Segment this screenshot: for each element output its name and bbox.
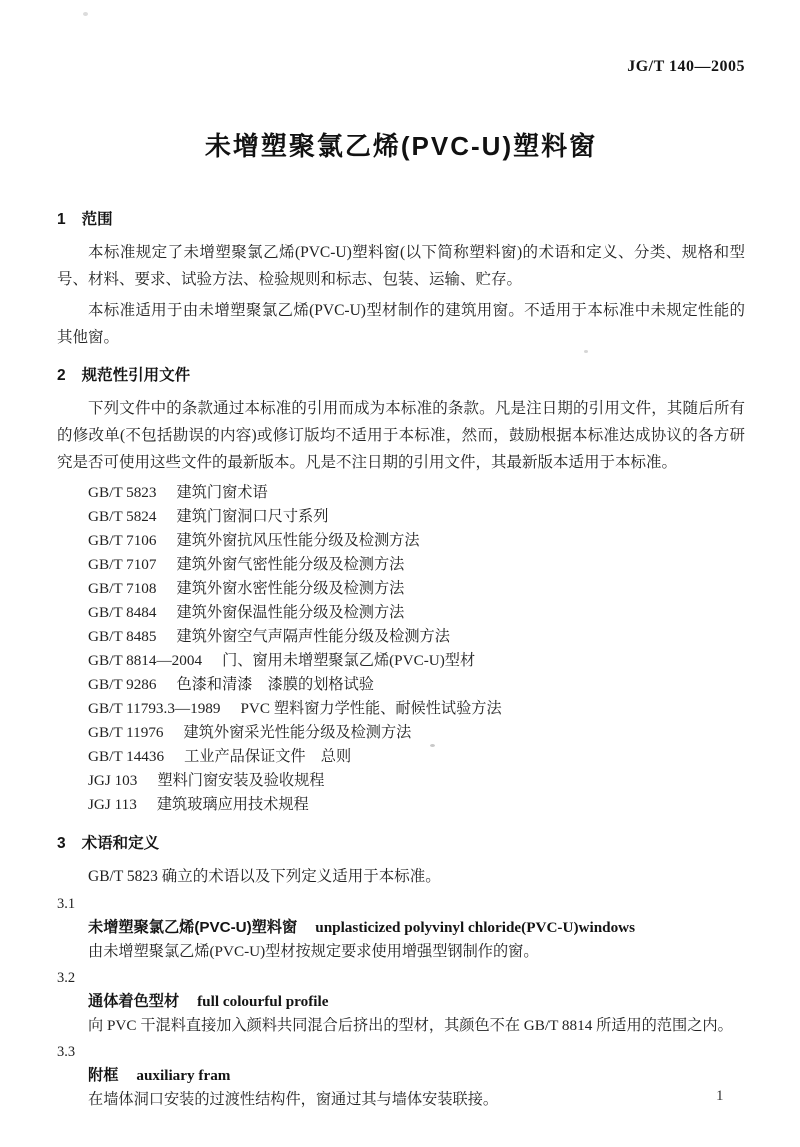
reference-title: 建筑玻璃应用技术规程 bbox=[156, 796, 309, 813]
reference-item bbox=[88, 601, 745, 625]
reference-code: GB/T 5823 bbox=[88, 484, 157, 501]
reference-title: 门、窗用未增塑聚氯乙烯(PVC-U)型材 bbox=[222, 652, 476, 669]
reference-item bbox=[88, 529, 745, 553]
term-3-1-heading bbox=[88, 916, 745, 940]
scan-artifact bbox=[430, 744, 435, 747]
term-cn: 通体着色型材 bbox=[88, 993, 180, 1010]
reference-item bbox=[88, 553, 745, 577]
reference-code: GB/T 7107 bbox=[88, 556, 157, 573]
term-3-1-definition: 由未增塑聚氯乙烯(PVC-U)型材按规定要求使用增强型钢制作的窗。 bbox=[88, 943, 539, 960]
section-2-title: 规范性引用文件 bbox=[81, 367, 191, 384]
reference-item bbox=[88, 577, 745, 601]
page-number: 1 bbox=[716, 1088, 724, 1104]
term-en: full colourful profile bbox=[197, 993, 329, 1010]
reference-code: GB/T 8484 bbox=[88, 604, 157, 621]
reference-title: 工业产品保证文件 总则 bbox=[184, 748, 352, 765]
reference-item bbox=[88, 649, 745, 673]
reference-code: GB/T 7108 bbox=[88, 580, 157, 597]
reference-code: GB/T 7106 bbox=[88, 532, 157, 549]
doc-title: 未增塑聚氯乙烯(PVC-U)塑料窗 bbox=[204, 131, 598, 161]
reference-title: 建筑门窗术语 bbox=[176, 484, 268, 501]
reference-title: 塑料门窗安装及验收规程 bbox=[157, 772, 325, 789]
reference-item bbox=[88, 793, 745, 817]
reference-code: GB/T 8485 bbox=[88, 628, 157, 645]
reference-item bbox=[88, 745, 745, 769]
section-2-heading bbox=[57, 363, 745, 385]
reference-code: GB/T 5824 bbox=[88, 508, 157, 525]
term-3-2-definition: 向 PVC 干混料直接加入颜料共同混合后挤出的型材，其颜色不在 GB/T 8814 所适用的范围之内。 bbox=[88, 1017, 733, 1034]
reference-title: 色漆和清漆 漆膜的划格试验 bbox=[176, 676, 374, 693]
scope-paragraph-1: 本标准规定了未增塑聚氯乙烯(PVC-U)塑料窗(以下简称塑料窗)的术语和定义、分类、规格和型号、材料、要求、试验方法、检验规则和标志、包装、运输、贮存。 bbox=[57, 244, 745, 288]
reference-item bbox=[88, 481, 745, 505]
reference-item bbox=[88, 697, 745, 721]
reference-code: GB/T 11793.3—1989 bbox=[88, 700, 221, 717]
section-1-heading bbox=[57, 207, 745, 229]
term-3-3-number: 3.3 bbox=[57, 1044, 76, 1060]
reference-code: GB/T 9286 bbox=[88, 676, 157, 693]
term-en: unplasticized polyvinyl chloride(PVC-U)windows bbox=[315, 919, 636, 936]
term-3-3-heading bbox=[88, 1064, 745, 1088]
section-1-number: 1 bbox=[57, 211, 66, 228]
reference-title: PVC 塑料窗力学性能、耐候性试验方法 bbox=[240, 700, 502, 717]
section-3-number: 3 bbox=[57, 835, 66, 852]
reference-code: GB/T 14436 bbox=[88, 748, 165, 765]
scope-paragraph-2: 本标准适用于由未增塑聚氯乙烯(PVC-U)型材制作的建筑用窗。不适用于本标准中未规定性能的其他窗。 bbox=[57, 302, 745, 346]
section-3-title: 术语和定义 bbox=[81, 835, 160, 852]
term-3-2-heading bbox=[88, 990, 745, 1014]
reference-item bbox=[88, 673, 745, 697]
term-3-1-number: 3.1 bbox=[57, 896, 76, 912]
reference-code: GB/T 8814—2004 bbox=[88, 652, 203, 669]
term-cn: 未增塑聚氯乙烯(PVC-U)塑料窗 bbox=[88, 919, 298, 936]
reference-code: GB/T 11976 bbox=[88, 724, 164, 741]
scan-artifact bbox=[83, 12, 88, 16]
reference-item bbox=[88, 625, 745, 649]
reference-title: 建筑外窗保温性能分级及检测方法 bbox=[176, 604, 405, 621]
references-intro-paragraph: 下列文件中的条款通过本标准的引用而成为本标准的条款。凡是注日期的引用文件，其随后所有的修改单(不包括勘误的内容)或修订版均不适用于本标准，然而，鼓励根据本标准达成协议的各方研究是否可使用这些文件的最新版本。凡是不注日期的引用文件，其最新版本适用于本标准。 bbox=[57, 400, 745, 471]
terms-intro-paragraph: GB/T 5823 确立的术语以及下列定义适用于本标准。 bbox=[88, 868, 441, 885]
document-header bbox=[57, 58, 745, 76]
scan-artifact bbox=[584, 350, 588, 353]
section-2-number: 2 bbox=[57, 367, 66, 384]
section-1-title: 范围 bbox=[81, 211, 113, 228]
reference-title: 建筑外窗抗风压性能分级及检测方法 bbox=[176, 532, 420, 549]
term-3-3-definition: 在墙体洞口安装的过渡性结构件，窗通过其与墙体安装联接。 bbox=[88, 1091, 499, 1108]
reference-code: JGJ 113 bbox=[88, 796, 137, 813]
reference-item bbox=[88, 721, 745, 745]
section-3-heading bbox=[57, 831, 745, 853]
reference-title: 建筑门窗洞口尺寸系列 bbox=[176, 508, 329, 525]
term-en: auxiliary fram bbox=[136, 1067, 231, 1084]
reference-title: 建筑外窗空气声隔声性能分级及检测方法 bbox=[176, 628, 450, 645]
reference-title: 建筑外窗气密性能分级及检测方法 bbox=[176, 556, 405, 573]
reference-title: 建筑外窗水密性能分级及检测方法 bbox=[176, 580, 405, 597]
reference-title: 建筑外窗采光性能分级及检测方法 bbox=[183, 724, 412, 741]
term-cn: 附框 bbox=[88, 1067, 119, 1084]
reference-item bbox=[88, 505, 745, 529]
reference-list bbox=[88, 481, 745, 817]
term-3-2-number: 3.2 bbox=[57, 970, 76, 986]
reference-item bbox=[88, 769, 745, 793]
doc-code: JG/T 140—2005 bbox=[627, 58, 745, 75]
reference-code: JGJ 103 bbox=[88, 772, 138, 789]
